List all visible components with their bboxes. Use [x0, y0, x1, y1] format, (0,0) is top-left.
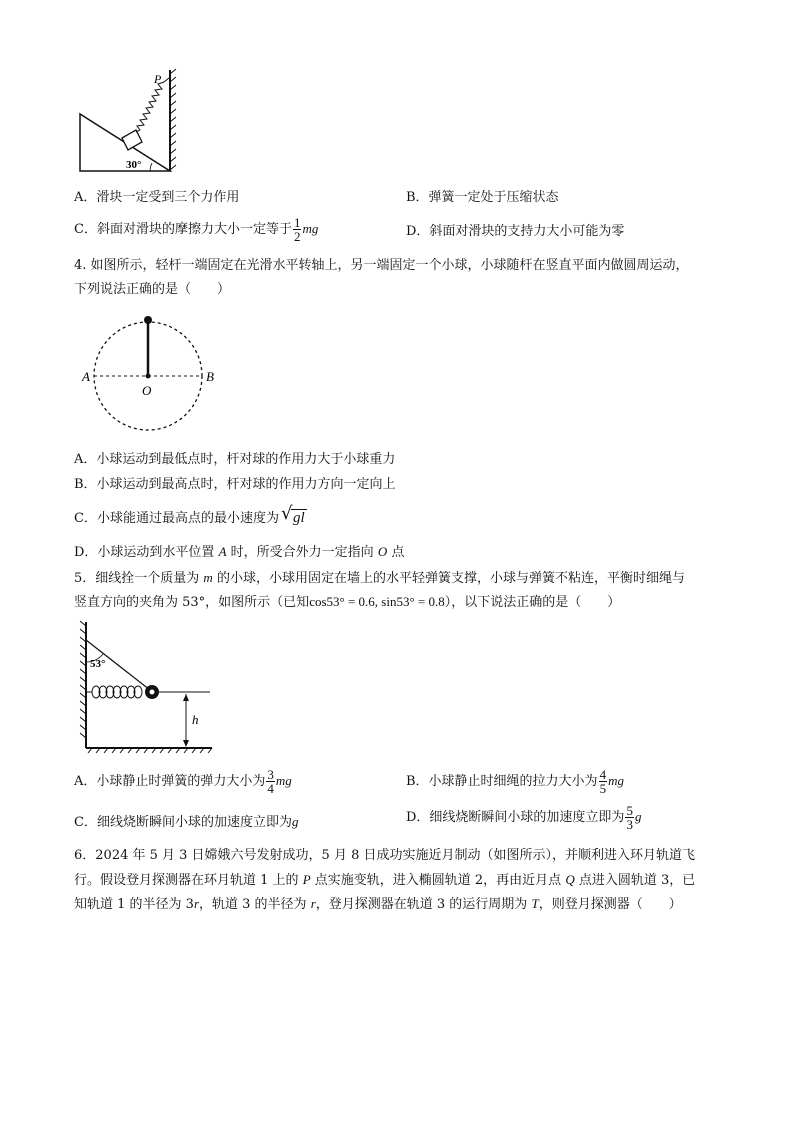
- q4-option-c: C．小球能通过最高点的最小速度为 √ gl: [74, 508, 307, 529]
- q4-option-b: B．小球运动到最高点时，杆对球的作用力方向一定向上: [74, 477, 396, 492]
- circle-rod-figure: [78, 310, 218, 440]
- label-o: O: [142, 383, 152, 398]
- fraction: $\frac{1}{2}$: [293, 215, 301, 244]
- q6-line-3: 知轨道 1 的半径为 3r，轨道 3 的半径为 r，登月探测器在轨道 3 的运行周期为 T，则登月探测器（ ）: [74, 896, 682, 912]
- q4-option-a: A．小球运动到最低点时，杆对球的作用力大于小球重力: [74, 452, 396, 467]
- label-h: h: [192, 712, 199, 727]
- label-53: 53°: [90, 658, 106, 670]
- q3-option-d: D．斜面对滑块的支持力大小可能为零: [406, 224, 625, 239]
- label-p: P: [154, 72, 162, 86]
- square-root: √ gl: [280, 503, 305, 526]
- q3-option-c: C．斜面对滑块的摩擦力大小一定等于 $\frac{1}{2}$ mg: [74, 215, 319, 244]
- q5-option-c: C．细线烧断瞬间小球的加速度立即为g: [74, 814, 299, 830]
- q6-line-2: 行。假设登月探测器在环月轨道 1 上的 P 点实施变轨，进入椭圆轨道 2，再由近月点 Q 点进入圆轨道 3，已: [74, 872, 696, 888]
- label-angle: 30°: [126, 159, 142, 171]
- fraction: $\frac{5}{3}$: [626, 803, 633, 832]
- spring-ball-figure: [76, 620, 216, 754]
- label-a: A: [82, 369, 90, 384]
- q4-stem-line-2: 下列说法正确的是（ ）: [74, 282, 231, 297]
- q4-option-d: D．小球运动到水平位置 A 时，所受合外力一定指向 O 点: [74, 544, 405, 560]
- q5-option-d: D．细线烧断瞬间小球的加速度立即为 $\frac{5}{3}$ g: [406, 803, 642, 832]
- q4-stem-line-1: 4. 如图所示，轻杆一端固定在光滑水平转轴上，另一端固定一个小球，小球随杆在竖直平面内做圆周运动，: [74, 258, 689, 273]
- q3-option-b: B．弹簧一定处于压缩状态: [406, 190, 559, 205]
- q5-option-b: B．小球静止时细绳的拉力大小为 $\frac{4}{5}$ mg: [406, 767, 624, 796]
- q5-stem-line-1: 5．细线拴一个质量为 m 的小球，小球用固定在墙上的水平轻弹簧支撑，小球与弹簧不粘连，平衡时细绳与: [74, 570, 685, 586]
- q5-option-a: A．小球静止时弹簧的弹力大小为 $\frac{3}{4}$ mg: [74, 767, 292, 796]
- fraction: $\frac{3}{4}$: [267, 767, 274, 796]
- q3-option-a: A．滑块一定受到三个力作用: [74, 190, 240, 205]
- q5-stem-line-2: 竖直方向的夹角为 53°，如图所示（已知cos53° = 0.6, sin53° = 0.8），以下说法正确的是（ ）: [74, 594, 621, 610]
- label-b: B: [206, 369, 214, 384]
- q6-line-1: 6．2024 年 5 月 3 日嫦娥六号发射成功，5 月 8 日成功实施近月制动（如图所示），并顺利进入环月轨道飞: [74, 848, 695, 863]
- incline-spring-figure: [74, 68, 184, 176]
- fraction: $\frac{4}{5}$: [599, 767, 607, 796]
